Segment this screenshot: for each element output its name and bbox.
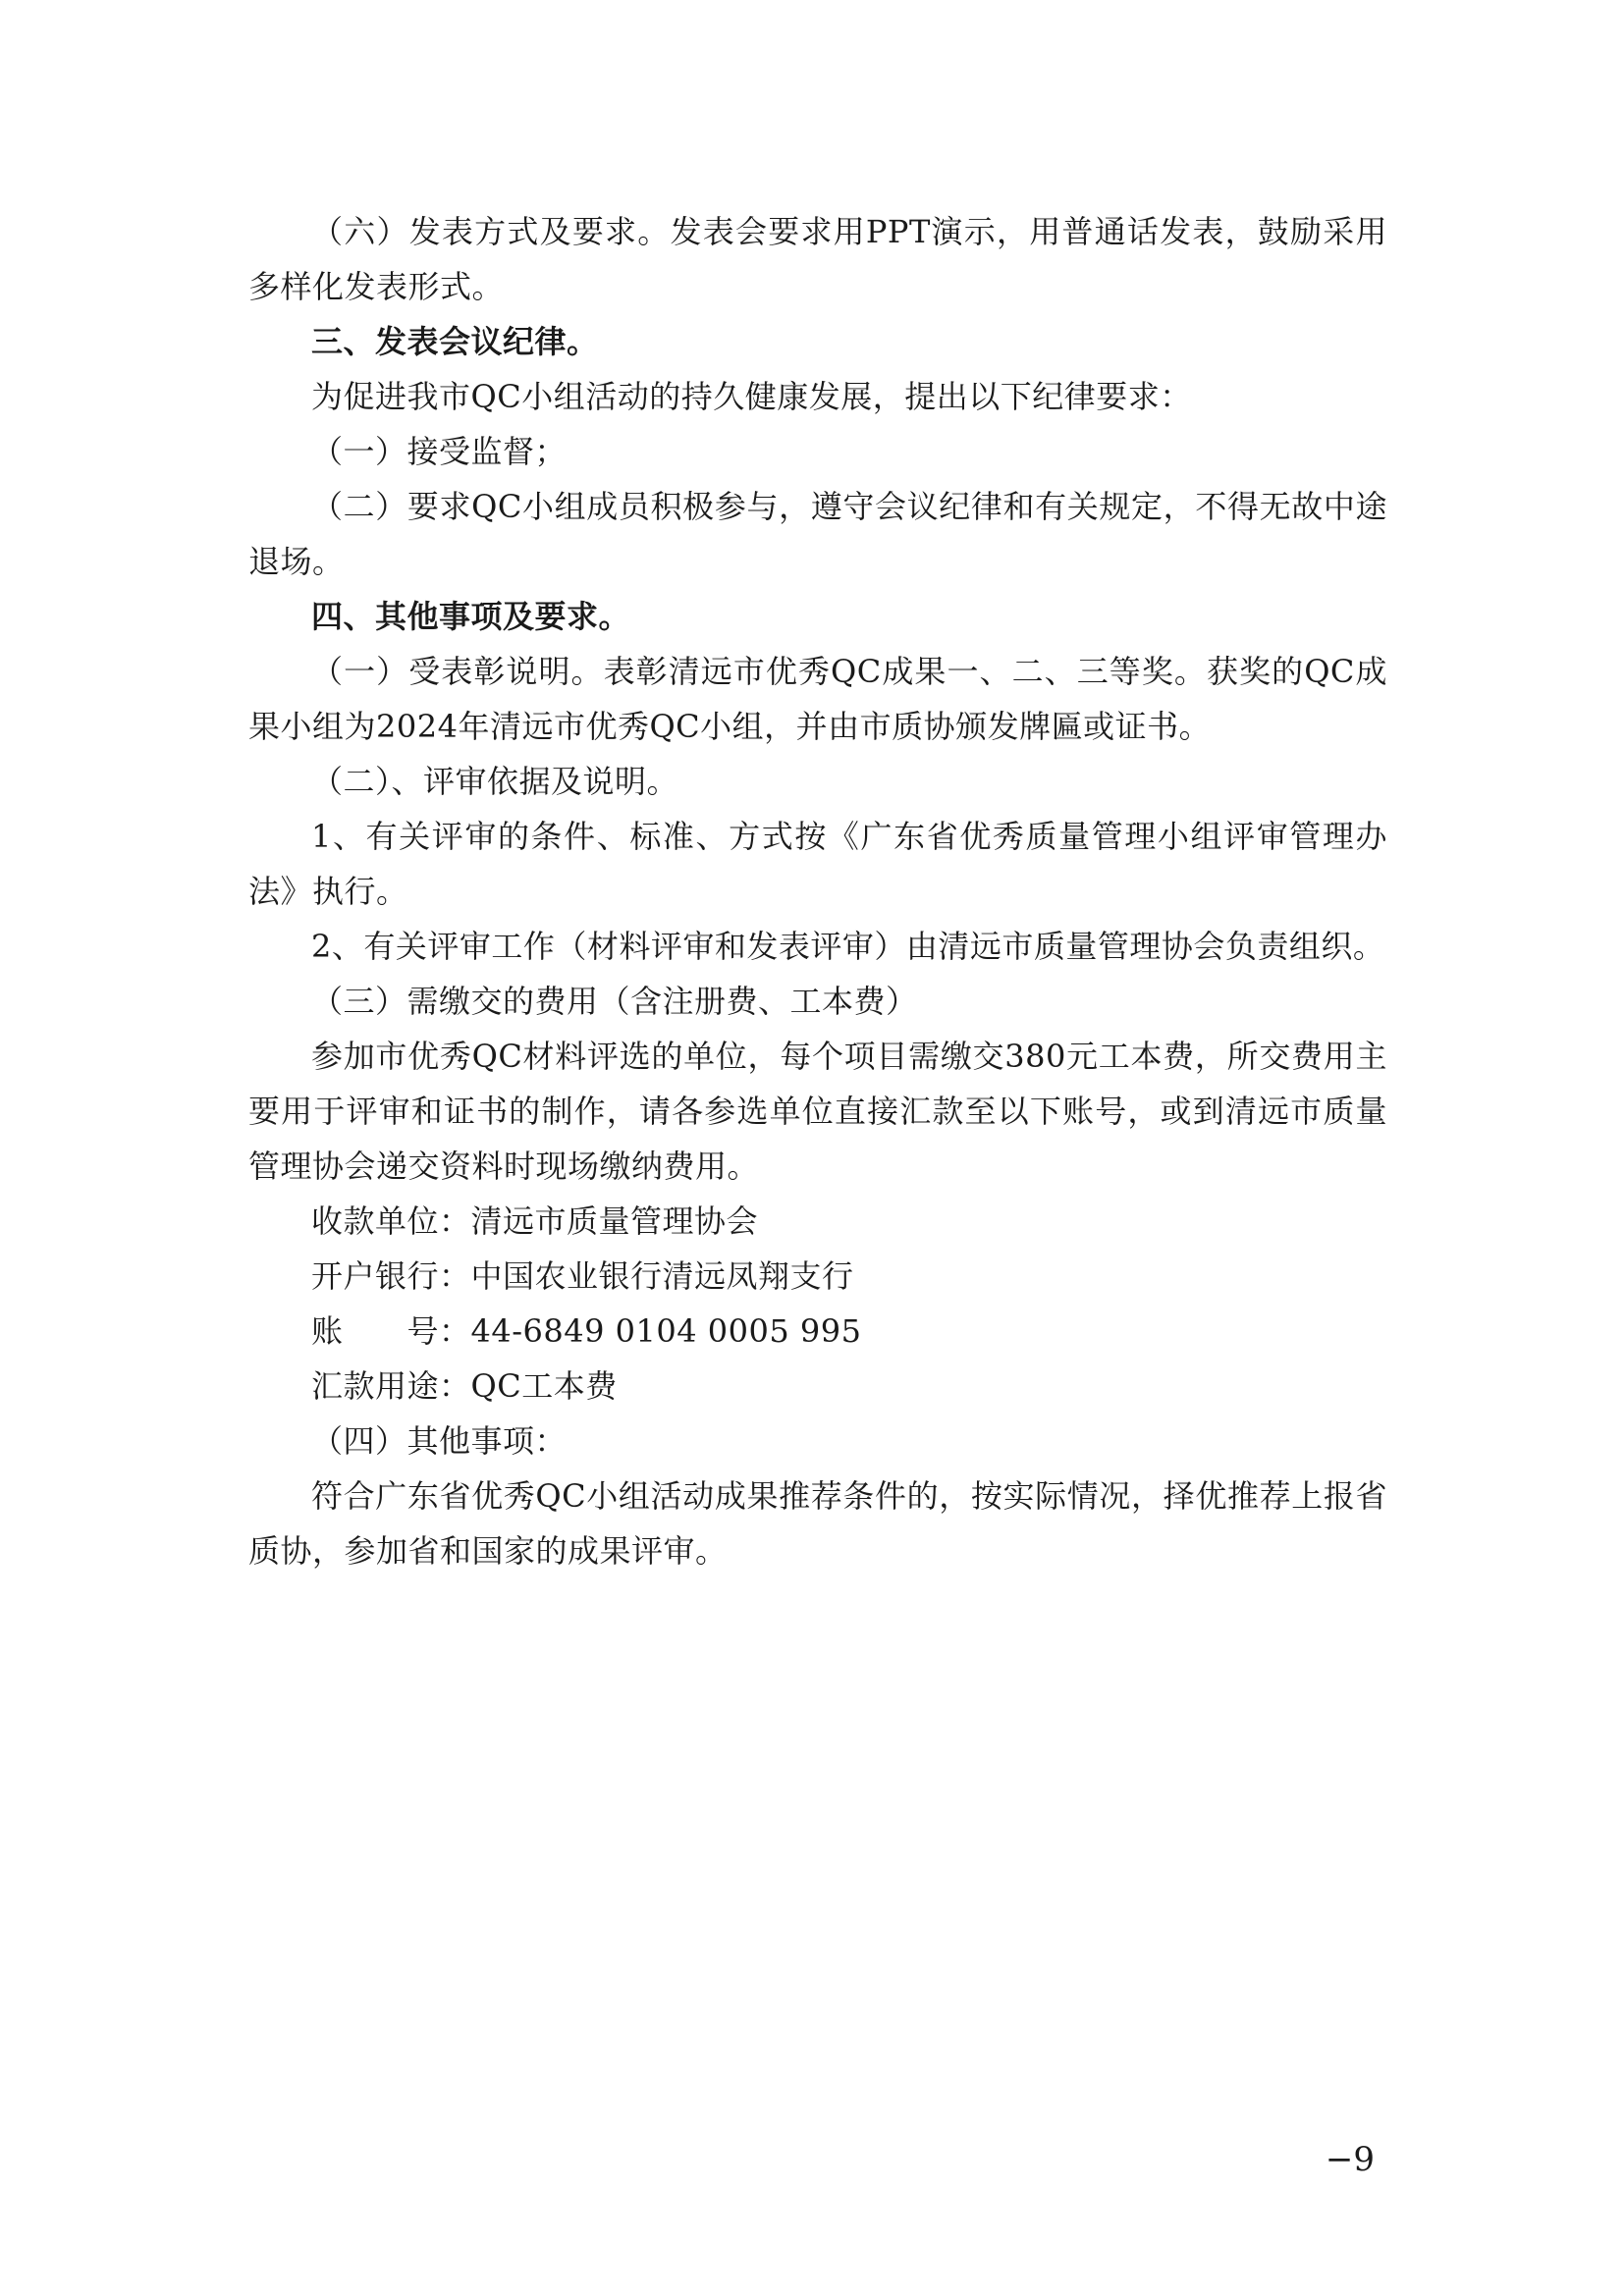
paragraph-recommendation: 符合广东省优秀QC小组活动成果推荐条件的，按实际情况，择优推荐上报省质协，参加省和国家的成果评审。 <box>248 1477 1387 1570</box>
paragraph-remittance-purpose: 汇款用途：QC工本费 <box>311 1367 618 1405</box>
heading-meeting-discipline: 三、发表会议纪律。 <box>311 323 599 360</box>
paragraph-review-organization: 2、有关评审工作（材料评审和发表评审）由清远市质量管理协会负责组织。 <box>311 928 1385 965</box>
paragraph-other-items-heading: （四）其他事项： <box>311 1422 568 1460</box>
paragraph-payee: 收款单位：清远市质量管理协会 <box>311 1202 759 1240</box>
document-body <box>248 204 1387 1578</box>
paragraph-review-criteria: 1、有关评审的条件、标准、方式按《广东省优秀质量管理小组评审管理办法》执行。 <box>248 818 1387 910</box>
paragraph-bank: 开户银行：中国农业银行清远凤翔支行 <box>311 1257 854 1295</box>
paragraph-fees-heading: （三）需缴交的费用（含注册费、工本费） <box>311 983 918 1020</box>
paragraph-discipline-intro: 为促进我市QC小组活动的持久健康发展，提出以下纪律要求： <box>311 378 1192 415</box>
page-number: −9 <box>1325 2140 1375 2179</box>
paragraph-review-basis-heading: （二）、评审依据及说明。 <box>311 763 679 800</box>
paragraph-participation-rules: （二）要求QC小组成员积极参与，遵守会议纪律和有关规定，不得无故中途退场。 <box>248 488 1387 580</box>
paragraph-fees-details: 参加市优秀QC材料评选的单位，每个项目需缴交380元工本费，所交费用主要用于评审和证书的制作，请各参选单位直接汇款至以下账号，或到清远市质量管理协会递交资料时现场缴纳费用。 <box>248 1038 1387 1185</box>
paragraph-commendation: （一）受表彰说明。表彰清远市优秀QC成果一、二、三等奖。获奖的QC成果小组为2024年清远市优秀QC小组，并由市质协颁发牌匾或证书。 <box>248 653 1387 745</box>
paragraph-presentation-method: （六）发表方式及要求。发表会要求用PPT演示，用普通话发表，鼓励采用多样化发表形式。 <box>248 213 1387 305</box>
paragraph-account-number: 账 号：44-6849 0104 0005 995 <box>311 1312 862 1350</box>
heading-other-matters: 四、其他事项及要求。 <box>311 598 631 635</box>
paragraph-accept-supervision: （一）接受监督； <box>311 433 568 470</box>
